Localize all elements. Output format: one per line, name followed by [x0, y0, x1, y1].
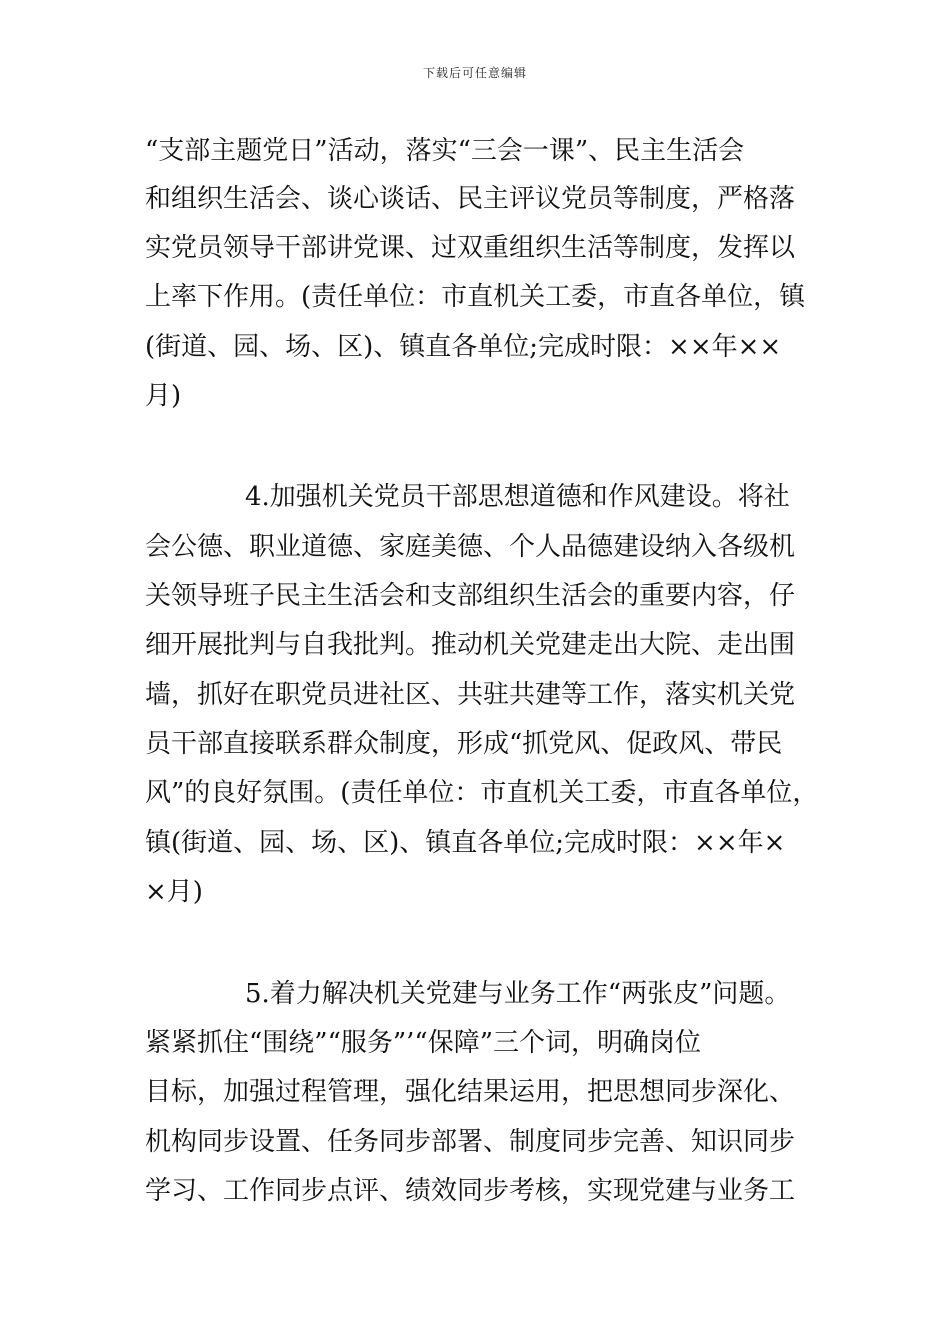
text-line: 员干部直接联系群众制度，形成“抓党风、促政风、带民 — [145, 729, 783, 759]
text-line: (街道、园、场、区)、镇直各单位;完成时限：××年×× — [145, 332, 782, 362]
text-line: 目标，加强过程管理，强化结果运用，把思想同步深化、 — [145, 1077, 796, 1107]
text-line: 机构同步设置、任务同步部署、制度同步完善、知识同步 — [145, 1127, 796, 1157]
text-line: 镇(街道、园、场、区)、镇直各单位;完成时限：××年× — [145, 828, 786, 858]
text-line: ×月) — [145, 877, 203, 907]
text-line: 细开展批判与自我批判。推动机关党建走出大院、走出围 — [145, 630, 796, 660]
page-header-note: 下载后可任意编辑 — [422, 66, 527, 80]
paragraph-first-line: 4.加强机关党员干部思想道德和作风建设。将社 — [245, 482, 790, 512]
text-line: 上率下作用。(责任单位：市直机关工委，市直各单位，镇 — [145, 282, 806, 312]
text-line: “支部主题党日”活动，落实“三会一课”、民主生活会 — [145, 136, 745, 166]
text-line: 关领导班子民主生活会和支部组织生活会的重要内容，仔 — [145, 581, 796, 611]
text-line: 风”的良好氛围。(责任单位：市直机关工委，市直各单位， — [145, 778, 819, 808]
text-line: 实党员领导干部讲党课、过双重组织生活等制度，发挥以 — [145, 233, 796, 263]
text-line: 和组织生活会、谈心谈话、民主评议党员等制度，严格落 — [145, 184, 796, 214]
text-line: 月) — [145, 381, 182, 411]
text-line: 墙，抓好在职党员进社区、共驻共建等工作，落实机关党 — [145, 680, 796, 710]
paragraph-first-line: 5.着力解决机关党建与业务工作“两张皮”问题。 — [245, 979, 791, 1009]
text-line: 学习、工作同步点评、绩效同步考核，实现党建与业务工 — [145, 1176, 796, 1206]
text-line: 紧紧抓住“围绕”“服务”’“保障”三个词，明确岗位 — [145, 1028, 702, 1058]
text-line: 会公德、职业道德、家庭美德、个人品德建设纳入各级机 — [145, 532, 796, 562]
